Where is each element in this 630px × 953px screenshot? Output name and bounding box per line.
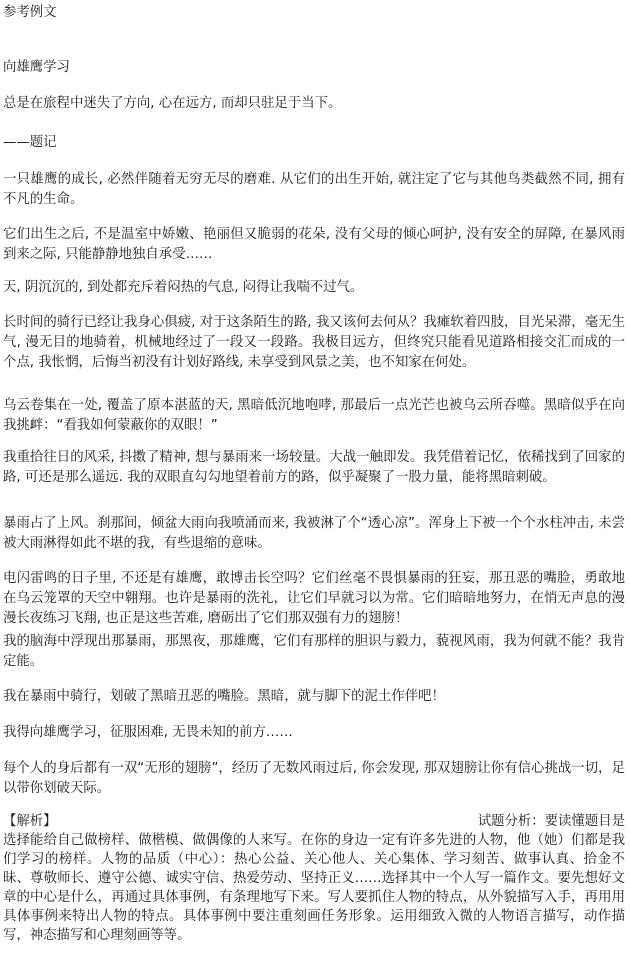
- analysis-section: [3, 812, 625, 945]
- paragraph-6: 我重拾往日的风采, 抖擞了精神, 想与暴雨来一场较量。大战一触即发。我凭借着记忆，依稀找到了回家的路, 可还是那么遥远. 我的双眼直勾勾地望着前方的路，似乎凝聚了一股力量，能将黑暗刺破。: [3, 450, 625, 485]
- paragraph-12: 每个人的身后都有一双“无形的翅膀”，经历了无数风雨过后, 你会发现, 那双翅膀让你有信心挑战一切，足以带你划破天际。: [3, 761, 625, 796]
- paragraph-8: 电闪雷鸣的日子里, 不还是有雄鹰，敢博击长空吗？它们丝毫不畏惧暴雨的狂妄，那丑恶的嘴脸，勇敢地在乌云笼罩的天空中翱翔。也许是暴雨的洗礼，让它们早就习以为常。它们暗暗地努力，在悄无声息的漫漫长夜练习飞翔, 也正是这些苦难, 磨砺出了它们那双强有力的翅膀！: [3, 571, 625, 626]
- paragraph-11: 我得向雄鹰学习，征服困难, 无畏未知的前方……: [3, 725, 293, 740]
- epigraph: 总是在旅程中迷失了方向, 心在远方, 而却只驻足于当下。: [3, 96, 342, 111]
- paragraph-5: 乌云卷集在一处, 覆盖了原本湛蓝的天, 黑暗低沉地咆哮, 那最后一点光芒也被乌云所吞噬。黑暗似乎在向我挑衅：“看我如何蒙蔽你的双眼！”: [3, 398, 625, 433]
- epigraph-attribution: ——题记: [3, 135, 57, 150]
- analysis-label: 【解析】: [3, 814, 57, 829]
- paragraph-9: 我的脑海中浮现出那暴雨，那黑夜，那雄鹰，它们有那样的胆识与毅力，藐视风雨，我为何就不能？我肯定能。: [3, 634, 625, 669]
- essay-title: 向雄鹰学习: [3, 60, 70, 75]
- analysis-text: 选择能给自己做榜样、做楷模、做偶像的人来写。在你的身边一定有许多先进的人物，他（她）们都是我们学习的榜样。人物的品质（中心）：热心公益、关心他人、关心集体、学习刻苦、做事认真、拾金不昧、尊敬师长、遵守公德、诚实守信、热爱劳动、坚持正义……选择其中一个人写一篇作文。要先想好文章的中心是什么，再通过具体事例，有条理地写下来。写人要抓住人物的特点，从外貌描写入手，再用用具体事例来特出人物的特点。具体事例中要注重刻画任务形象。运用细致入微的人物语言描写，动作描写，神态描写和心理刻画等等。: [3, 833, 625, 943]
- analysis-sub-label: 试题分析：要读懂题目是: [477, 814, 625, 829]
- paragraph-7: 暴雨占了上风。刹那间，倾盆大雨向我喷涌而来, 我被淋了个“透心凉”。浑身上下被一个个水柱冲击, 未尝被大雨淋得如此不堪的我，有些退缩的意味。: [3, 516, 625, 551]
- paragraph-1: 一只雄鹰的成长, 必然伴随着无穷无尽的磨难. 从它们的出生开始, 就注定了它与其他鸟类截然不同, 拥有不凡的生命。: [3, 172, 625, 207]
- section-heading: 参考例文: [3, 5, 57, 20]
- paragraph-3: 天, 阴沉沉的, 到处都充斥着闷热的气息, 闷得让我喘不过气。: [3, 280, 364, 295]
- paragraph-4: 长时间的骑行已经让我身心俱疲, 对于这条陌生的路, 我又该何去何从？我瘫软着四肢，目光呆滞，毫无生气, 漫无目的地骑着，机械地经过了一段又一段路。我极目远方，但终究只能看见道路相接交汇而成的一个点, 我怅惘，后悔当初没有计划好路线, 未享受到风景之美，也不知家在何处。: [3, 315, 625, 370]
- paragraph-2: 它们出生之后, 不是温室中娇嫩、艳丽但又脆弱的花朵, 没有父母的倾心呵护, 没有安全的屏障, 在暴风雨到来之际, 只能静静地独自承受……: [3, 227, 625, 262]
- paragraph-10: 我在暴雨中骑行，划破了黑暗丑恶的嘴脸。黑暗，就与脚下的泥土作伴吧！: [3, 689, 445, 704]
